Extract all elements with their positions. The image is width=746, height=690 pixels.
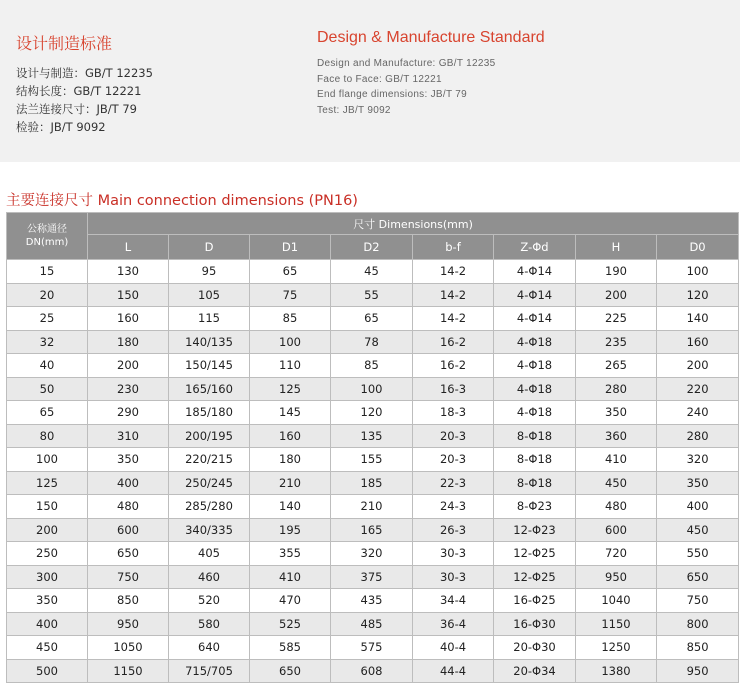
- standard-line-en: Design and Manufacture: GB/T 12235: [317, 58, 496, 69]
- dn-cell: 15: [7, 260, 88, 284]
- table-cell: 450: [576, 471, 657, 495]
- table-cell: 36-4: [413, 612, 494, 636]
- table-cell: 310: [88, 424, 169, 448]
- table-cell: 160: [250, 424, 331, 448]
- table-cell: 14-2: [413, 307, 494, 331]
- table-cell: 20-Φ30: [494, 636, 576, 660]
- table-cell: 30-3: [413, 565, 494, 589]
- table-cell: 14-2: [413, 283, 494, 307]
- table-cell: 850: [657, 636, 739, 660]
- table-cell: 40-4: [413, 636, 494, 660]
- table-cell: 1050: [88, 636, 169, 660]
- table-cell: 12-Φ23: [494, 518, 576, 542]
- table-cell: 145: [250, 401, 331, 425]
- column-header: Z-Φd: [494, 235, 576, 260]
- table-cell: 800: [657, 612, 739, 636]
- table-cell: 8-Φ23: [494, 495, 576, 519]
- table-cell: 4-Φ18: [494, 354, 576, 378]
- table-cell: 160: [657, 330, 739, 354]
- table-cell: 20-3: [413, 424, 494, 448]
- table-cell: 4-Φ18: [494, 330, 576, 354]
- table-row: [7, 377, 739, 401]
- column-header: L: [88, 235, 169, 260]
- table-cell: 350: [657, 471, 739, 495]
- table-cell: 200/195: [169, 424, 250, 448]
- table-cell: 650: [88, 542, 169, 566]
- table-cell: 4-Φ14: [494, 307, 576, 331]
- standard-line-en: Face to Face: GB/T 12221: [317, 73, 442, 85]
- table-cell: 435: [331, 589, 413, 613]
- table-cell: 450: [657, 518, 739, 542]
- table-cell: 600: [576, 518, 657, 542]
- table-cell: 470: [250, 589, 331, 613]
- table-cell: 290: [88, 401, 169, 425]
- table-cell: 525: [250, 612, 331, 636]
- dn-cell: 50: [7, 377, 88, 401]
- table-cell: 125: [250, 377, 331, 401]
- table-cell: 340/335: [169, 518, 250, 542]
- table-cell: 650: [250, 659, 331, 683]
- standard-line-cn: 设计与制造：GB/T 12235: [16, 66, 153, 80]
- table-cell: 20-Φ34: [494, 659, 576, 683]
- dn-cell: 80: [7, 424, 88, 448]
- table-cell: 1380: [576, 659, 657, 683]
- table-cell: 480: [576, 495, 657, 519]
- dn-header-en: DN(mm): [25, 237, 69, 248]
- table-row: [7, 401, 739, 425]
- standards-title-cn: 设计制造标准: [16, 34, 113, 53]
- table-cell: 185/180: [169, 401, 250, 425]
- table-cell: 640: [169, 636, 250, 660]
- column-header: H: [576, 235, 657, 260]
- table-cell: 320: [657, 448, 739, 472]
- table-cell: 44-4: [413, 659, 494, 683]
- table-cell: 608: [331, 659, 413, 683]
- table-row: [7, 659, 739, 683]
- table-cell: 20-3: [413, 448, 494, 472]
- table-cell: 1250: [576, 636, 657, 660]
- column-header: b-f: [413, 235, 494, 260]
- dn-cell: 250: [7, 542, 88, 566]
- table-cell: 750: [657, 589, 739, 613]
- table-cell: 115: [169, 307, 250, 331]
- table-cell: 600: [88, 518, 169, 542]
- table-cell: 180: [250, 448, 331, 472]
- table-cell: 12-Φ25: [494, 565, 576, 589]
- table-cell: 265: [576, 354, 657, 378]
- table-cell: 65: [250, 260, 331, 284]
- table-row: [7, 612, 739, 636]
- table-row: [7, 448, 739, 472]
- dn-cell: 65: [7, 401, 88, 425]
- table-row: [7, 518, 739, 542]
- table-cell: 26-3: [413, 518, 494, 542]
- dn-cell: 125: [7, 471, 88, 495]
- table-cell: 210: [331, 495, 413, 519]
- table-cell: 78: [331, 330, 413, 354]
- table-cell: 8-Φ18: [494, 471, 576, 495]
- column-header: D1: [250, 235, 331, 260]
- table-cell: 120: [657, 283, 739, 307]
- section-title: 主要连接尺寸 Main connection dimensions (PN16): [6, 193, 358, 209]
- table-cell: 160: [88, 307, 169, 331]
- table-cell: 110: [250, 354, 331, 378]
- table-row: [7, 542, 739, 566]
- table-cell: 8-Φ18: [494, 424, 576, 448]
- table-cell: 4-Φ18: [494, 401, 576, 425]
- table-cell: 100: [250, 330, 331, 354]
- table-cell: 235: [576, 330, 657, 354]
- dn-cell: 32: [7, 330, 88, 354]
- table-cell: 1150: [88, 659, 169, 683]
- table-cell: 650: [657, 565, 739, 589]
- table-cell: 950: [88, 612, 169, 636]
- table-cell: 280: [576, 377, 657, 401]
- table-cell: 185: [331, 471, 413, 495]
- table-cell: 4-Φ18: [494, 377, 576, 401]
- table-cell: 410: [576, 448, 657, 472]
- table-cell: 135: [331, 424, 413, 448]
- table-cell: 250/245: [169, 471, 250, 495]
- table-cell: 720: [576, 542, 657, 566]
- standard-line-cn: 法兰连接尺寸：JB/T 79: [16, 102, 137, 116]
- standard-line-cn: 检验：JB/T 9092: [16, 120, 106, 134]
- table-cell: 16-Φ30: [494, 612, 576, 636]
- table-cell: 95: [169, 260, 250, 284]
- table-cell: 580: [169, 612, 250, 636]
- table-cell: 715/705: [169, 659, 250, 683]
- table-row: [7, 260, 739, 284]
- table-cell: 155: [331, 448, 413, 472]
- table-cell: 485: [331, 612, 413, 636]
- table-cell: 140/135: [169, 330, 250, 354]
- table-cell: 550: [657, 542, 739, 566]
- table-cell: 240: [657, 401, 739, 425]
- dn-header-cn: 公称通径: [27, 224, 67, 235]
- table-row: [7, 495, 739, 519]
- dn-cell: 100: [7, 448, 88, 472]
- dimensions-group-header: 尺寸 Dimensions(mm): [88, 213, 739, 235]
- table-cell: 130: [88, 260, 169, 284]
- table-cell: 1150: [576, 612, 657, 636]
- dn-cell: 300: [7, 565, 88, 589]
- table-row: [7, 283, 739, 307]
- column-header: D: [169, 235, 250, 260]
- standard-line-en: Test: JB/T 9092: [317, 104, 391, 116]
- dimensions-table: [6, 212, 739, 683]
- table-cell: 18-3: [413, 401, 494, 425]
- table-cell: 225: [576, 307, 657, 331]
- column-header: D0: [657, 235, 739, 260]
- dn-cell: 150: [7, 495, 88, 519]
- table-cell: 8-Φ18: [494, 448, 576, 472]
- table-cell: 140: [657, 307, 739, 331]
- table-cell: 350: [576, 401, 657, 425]
- table-cell: 360: [576, 424, 657, 448]
- table-row: [7, 589, 739, 613]
- dn-cell: 350: [7, 589, 88, 613]
- table-cell: 85: [250, 307, 331, 331]
- standards-panel: [0, 0, 740, 162]
- dn-cell: 40: [7, 354, 88, 378]
- table-cell: 85: [331, 354, 413, 378]
- table-cell: 410: [250, 565, 331, 589]
- table-cell: 165: [331, 518, 413, 542]
- table-cell: 220: [657, 377, 739, 401]
- table-cell: 200: [657, 354, 739, 378]
- table-cell: 480: [88, 495, 169, 519]
- table-row: [7, 636, 739, 660]
- table-body: [7, 260, 739, 683]
- table-cell: 375: [331, 565, 413, 589]
- standards-title-en: Design & Manufacture Standard: [317, 29, 545, 46]
- table-cell: 460: [169, 565, 250, 589]
- table-row: [7, 330, 739, 354]
- table-cell: 750: [88, 565, 169, 589]
- dn-cell: 200: [7, 518, 88, 542]
- table-cell: 585: [250, 636, 331, 660]
- table-cell: 16-2: [413, 330, 494, 354]
- table-cell: 16-Φ25: [494, 589, 576, 613]
- table-row: [7, 424, 739, 448]
- table-cell: 150/145: [169, 354, 250, 378]
- table-cell: 45: [331, 260, 413, 284]
- table-row: [7, 307, 739, 331]
- table-cell: 4-Φ14: [494, 283, 576, 307]
- table-cell: 22-3: [413, 471, 494, 495]
- table-cell: 400: [88, 471, 169, 495]
- standards-english: [317, 29, 545, 118]
- table-cell: 100: [657, 260, 739, 284]
- dn-cell: 500: [7, 659, 88, 683]
- table-cell: 16-2: [413, 354, 494, 378]
- table-cell: 14-2: [413, 260, 494, 284]
- table-cell: 190: [576, 260, 657, 284]
- table-cell: 65: [331, 307, 413, 331]
- table-cell: 355: [250, 542, 331, 566]
- table-cell: 220/215: [169, 448, 250, 472]
- table-cell: 1040: [576, 589, 657, 613]
- table-cell: 400: [657, 495, 739, 519]
- standards-chinese: [16, 31, 153, 136]
- table-cell: 575: [331, 636, 413, 660]
- table-cell: 405: [169, 542, 250, 566]
- table-cell: 950: [576, 565, 657, 589]
- table-cell: 350: [88, 448, 169, 472]
- table-header: [7, 213, 739, 260]
- table-cell: 34-4: [413, 589, 494, 613]
- table-cell: 100: [331, 377, 413, 401]
- table-row: [7, 471, 739, 495]
- table-cell: 280: [657, 424, 739, 448]
- table-cell: 105: [169, 283, 250, 307]
- dn-cell: 400: [7, 612, 88, 636]
- table-cell: 850: [88, 589, 169, 613]
- table-cell: 230: [88, 377, 169, 401]
- table-cell: 200: [88, 354, 169, 378]
- column-header: D2: [331, 235, 413, 260]
- table-cell: 320: [331, 542, 413, 566]
- standard-line-en: End flange dimensions: JB/T 79: [317, 89, 468, 100]
- table-cell: 200: [576, 283, 657, 307]
- table-cell: 140: [250, 495, 331, 519]
- table-cell: 950: [657, 659, 739, 683]
- dn-cell: 450: [7, 636, 88, 660]
- table-cell: 165/160: [169, 377, 250, 401]
- column-header-row: [7, 235, 739, 260]
- table-cell: 30-3: [413, 542, 494, 566]
- dn-cell: 20: [7, 283, 88, 307]
- standard-line-cn: 结构长度：GB/T 12221: [16, 84, 142, 98]
- table-cell: 16-3: [413, 377, 494, 401]
- dn-cell: 25: [7, 307, 88, 331]
- table-row: [7, 565, 739, 589]
- table-cell: 75: [250, 283, 331, 307]
- table-cell: 12-Φ25: [494, 542, 576, 566]
- table-row: [7, 354, 739, 378]
- table-cell: 120: [331, 401, 413, 425]
- table-cell: 520: [169, 589, 250, 613]
- table-cell: 4-Φ14: [494, 260, 576, 284]
- table-cell: 180: [88, 330, 169, 354]
- table-cell: 150: [88, 283, 169, 307]
- table-cell: 24-3: [413, 495, 494, 519]
- dn-column-header: [7, 213, 88, 260]
- table-cell: 55: [331, 283, 413, 307]
- table-cell: 285/280: [169, 495, 250, 519]
- table-cell: 195: [250, 518, 331, 542]
- table-cell: 210: [250, 471, 331, 495]
